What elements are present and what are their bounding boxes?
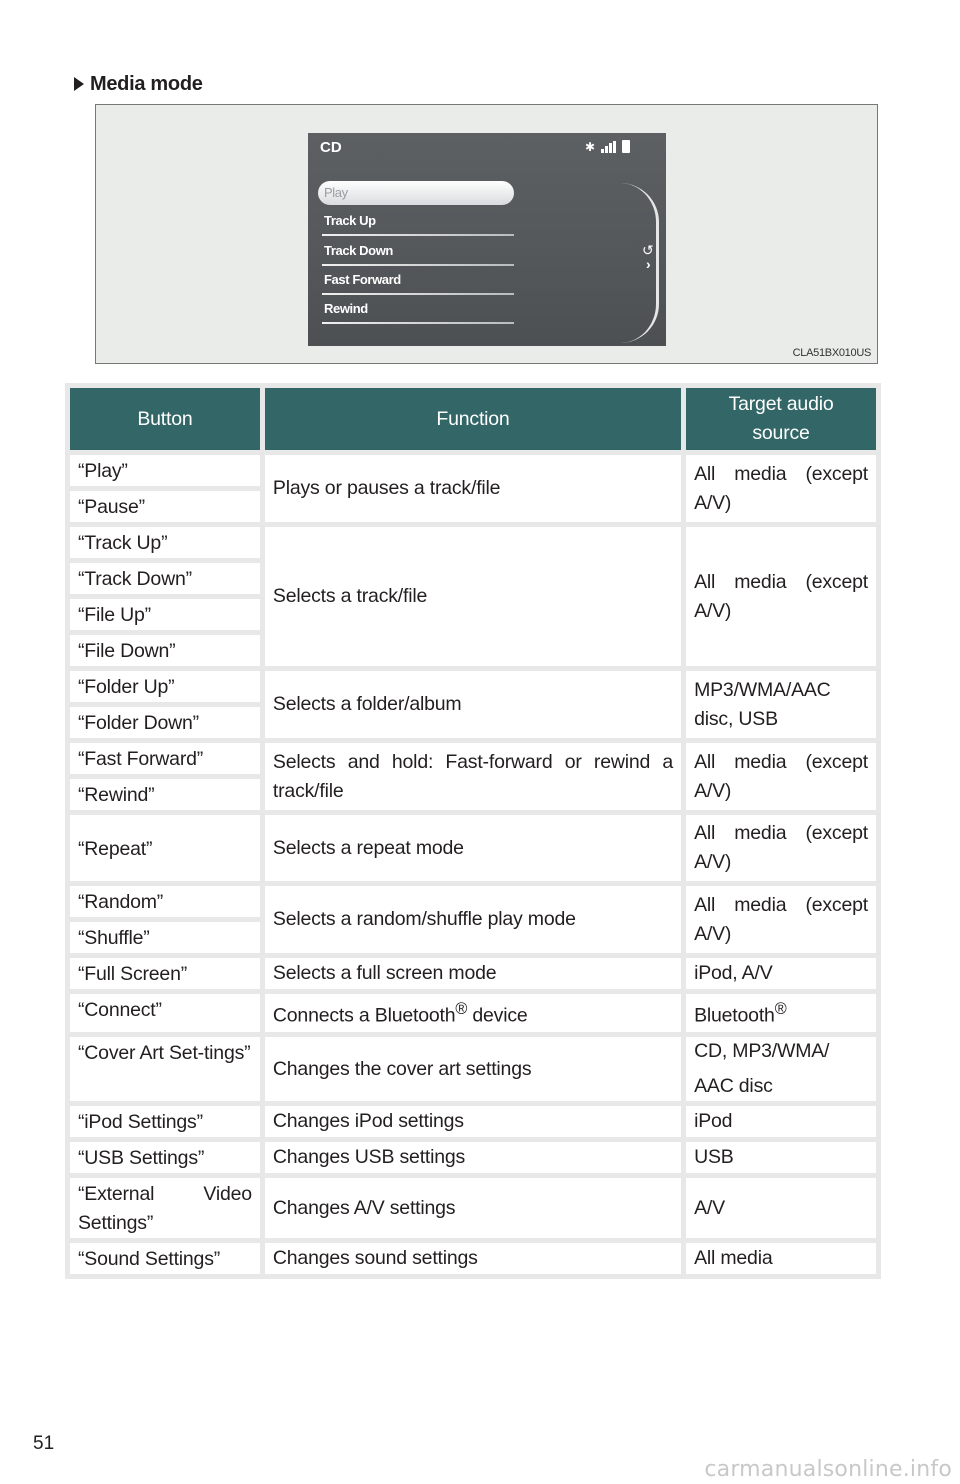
table-row xyxy=(70,886,876,917)
image-code: CLA51BX010US xyxy=(792,347,871,359)
menu-item-track-down[interactable] xyxy=(318,239,514,263)
function-cell xyxy=(265,994,681,1032)
function-cell: Plays or pauses a track/file xyxy=(265,455,681,522)
menu-item-track-up[interactable] xyxy=(318,209,514,233)
function-text: Connects a Bluetooth xyxy=(272,1004,456,1027)
button-cell: “Connect” xyxy=(70,994,260,1032)
table-row xyxy=(70,1037,876,1101)
source-cell: iPod, A/V xyxy=(686,958,876,989)
media-mode-figure xyxy=(95,104,878,364)
source-line-2: AAC disc xyxy=(694,1075,773,1097)
button-cell: “Rewind” xyxy=(70,779,260,810)
button-cell: “Pause” xyxy=(70,491,260,522)
source-cell: All media (except A/V) xyxy=(686,886,876,953)
menu-divider xyxy=(322,322,514,324)
button-cell: “Folder Up” xyxy=(70,671,260,702)
section-title-text: Media mode xyxy=(90,72,203,95)
signal-icon xyxy=(601,141,616,153)
button-cell: “USB Settings” xyxy=(70,1142,260,1173)
header-target-source: Target audio source xyxy=(686,388,876,450)
menu-item-label: Rewind xyxy=(324,301,368,316)
function-cell: Selects a track/file xyxy=(265,527,681,666)
source-cell xyxy=(686,1037,876,1101)
button-cell: “Random” xyxy=(70,886,260,917)
table-row xyxy=(70,1178,876,1238)
header-button: Button xyxy=(70,388,260,450)
button-cell: “Folder Down” xyxy=(70,707,260,738)
button-cell: “Cover Art Set-tings” xyxy=(70,1037,260,1101)
table-row xyxy=(70,994,876,1032)
button-cell: “File Down” xyxy=(70,635,260,666)
source-cell: All media (except A/V) xyxy=(686,455,876,522)
menu-item-label: Fast Forward xyxy=(324,272,401,287)
function-cell: Changes A/V settings xyxy=(265,1178,681,1238)
button-cell: “iPod Settings” xyxy=(70,1106,260,1137)
function-cell: Changes sound settings xyxy=(265,1243,681,1274)
source-cell xyxy=(686,994,876,1032)
battery-icon xyxy=(622,140,630,153)
table-row xyxy=(70,1142,876,1173)
button-cell: “External Video Settings” xyxy=(70,1178,260,1238)
bluetooth-icon: ✱ xyxy=(584,140,595,154)
table-header-row xyxy=(70,388,876,450)
header-function: Function xyxy=(265,388,681,450)
triangle-bullet-icon xyxy=(74,77,84,91)
source-cell: All media (except A/V) xyxy=(686,527,876,666)
button-cell: “File Up” xyxy=(70,599,260,630)
table-row xyxy=(70,743,876,774)
function-cell: Changes iPod settings xyxy=(265,1106,681,1137)
menu-item-label: Track Up xyxy=(324,213,376,228)
table-row xyxy=(70,958,876,989)
source-text: Bluetooth xyxy=(694,1004,775,1027)
function-cell: Changes the cover art settings xyxy=(265,1037,681,1101)
menu-item-fast-forward[interactable] xyxy=(318,268,514,292)
function-cell: Selects a random/shuffle play mode xyxy=(265,886,681,953)
function-cell: Selects and hold: Fast-forward or rewind a track/file xyxy=(265,743,681,810)
button-cell: “Repeat” xyxy=(70,815,260,881)
source-cell: USB xyxy=(686,1142,876,1173)
button-cell: “Play” xyxy=(70,455,260,486)
table-row xyxy=(70,671,876,702)
cd-screen xyxy=(308,133,666,346)
source-cell: A/V xyxy=(686,1178,876,1238)
function-cell: Changes USB settings xyxy=(265,1142,681,1173)
status-icons xyxy=(585,140,630,153)
button-cell: “Sound Settings” xyxy=(70,1243,260,1274)
back-icon[interactable]: ↺ xyxy=(642,242,654,258)
button-cell: “Shuffle” xyxy=(70,922,260,953)
function-cell: Selects a folder/album xyxy=(265,671,681,738)
source-cell: iPod xyxy=(686,1106,876,1137)
menu-item-play[interactable]: Play xyxy=(318,181,514,205)
button-cell: “Track Up” xyxy=(70,527,260,558)
function-cell: Selects a repeat mode xyxy=(265,815,681,881)
table-row xyxy=(70,455,876,486)
chevron-right-icon[interactable]: › xyxy=(646,256,651,272)
section-title xyxy=(74,70,203,98)
table-row xyxy=(70,1243,876,1274)
function-text-suffix: device xyxy=(467,1004,528,1027)
source-cell: All media (except A/V) xyxy=(686,815,876,881)
menu-divider xyxy=(322,264,514,266)
menu-divider xyxy=(322,234,514,236)
button-cell: “Fast Forward” xyxy=(70,743,260,774)
scroll-arc xyxy=(620,183,659,343)
source-cell: All media (except A/V) xyxy=(686,743,876,810)
screen-title: CD xyxy=(320,139,342,156)
registered-mark: ® xyxy=(455,1000,468,1019)
button-function-table xyxy=(65,383,881,1279)
source-line-1: CD, MP3/WMA/ xyxy=(694,1040,830,1062)
registered-mark: ® xyxy=(774,1000,787,1019)
table-row xyxy=(70,527,876,558)
table-row xyxy=(70,815,876,881)
page-number: 51 xyxy=(33,1433,55,1454)
watermark[interactable]: carmanualsonline.info xyxy=(704,1457,952,1482)
menu-divider xyxy=(322,293,514,295)
source-cell: MP3/WMA/AAC disc, USB xyxy=(686,671,876,738)
menu-item-label: Track Down xyxy=(324,243,393,258)
source-cell: All media xyxy=(686,1243,876,1274)
menu-item-rewind[interactable] xyxy=(318,297,514,321)
button-cell: “Track Down” xyxy=(70,563,260,594)
table-row xyxy=(70,1106,876,1137)
button-cell: “Full Screen” xyxy=(70,958,260,989)
function-cell: Selects a full screen mode xyxy=(265,958,681,989)
